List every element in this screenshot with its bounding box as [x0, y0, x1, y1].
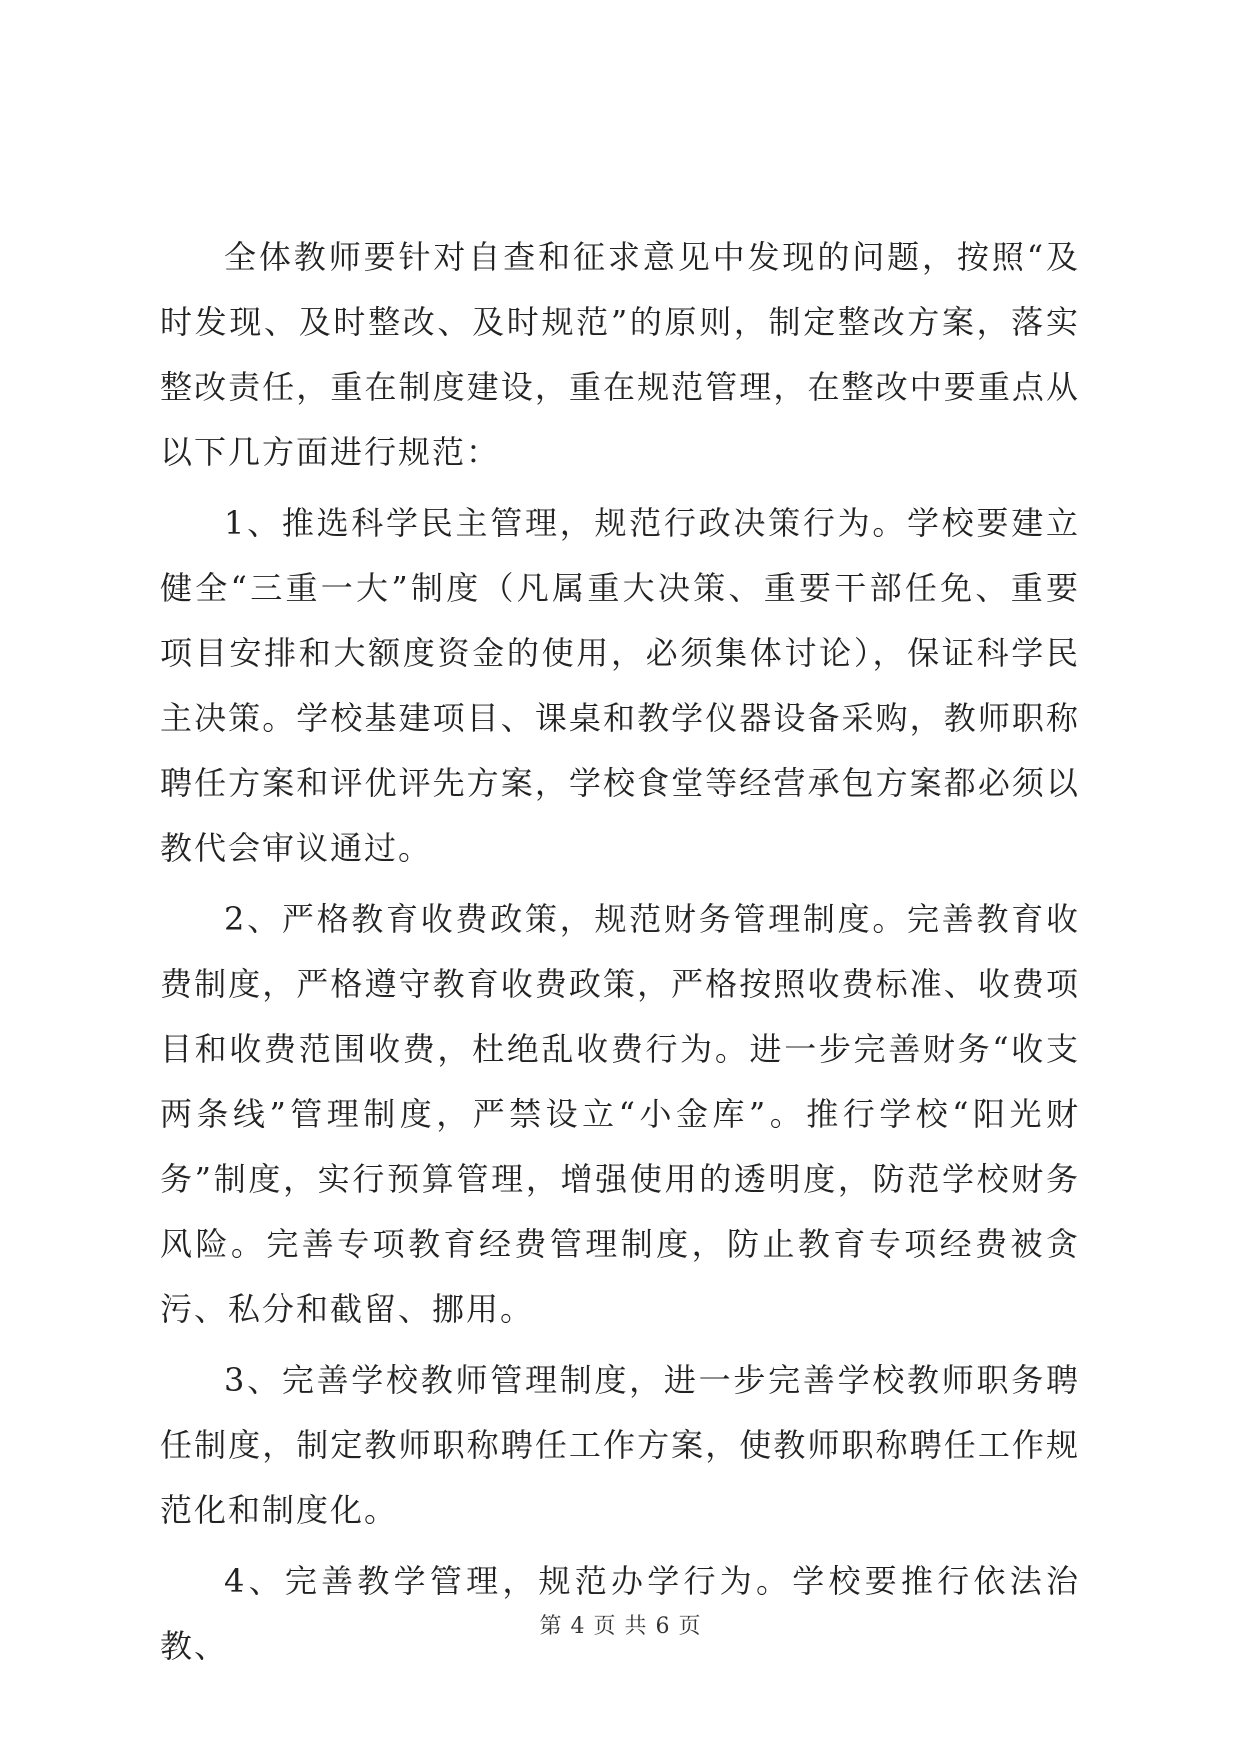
document-body — [160, 225, 1080, 1685]
paragraph-item-3: 3、完善学校教师管理制度，进一步完善学校教师职务聘任制度，制定教师职称聘任工作方案，使教师职称聘任工作规范化和制度化。 — [160, 1361, 1080, 1529]
paragraph-item-1: 1、推选科学民主管理，规范行政决策行为。学校要建立健全“三重一大”制度（凡属重大决策、重要干部任免、重要项目安排和大额度资金的使用，必须集体讨论），保证科学民主决策。学校基建项目、课桌和教学仪器设备采购，教师职称聘任方案和评优评先方案，学校食堂等经营承包方案都必须以教代会审议通过。 — [160, 504, 1080, 867]
paragraph-item-2: 2、严格教育收费政策，规范财务管理制度。完善教育收费制度，严格遵守教育收费政策，严格按照收费标准、收费项目和收费范围收费，杜绝乱收费行为。进一步完善财务“收支两条线”管理制度，严禁设立“小金库”。推行学校“阳光财务”制度，实行预算管理，增强使用的透明度，防范学校财务风险。完善专项教育经费管理制度，防止教育专项经费被贪污、私分和截留、挪用。 — [160, 900, 1080, 1328]
paragraph-item-4: 4、完善教学管理，规范办学行为。学校要推行依法治教、 — [160, 1562, 1080, 1665]
page-number-footer: 第 4 页 共 6 页 — [539, 1614, 702, 1639]
paragraph-intro: 全体教师要针对自查和征求意见中发现的问题，按照“及时发现、及时整改、及时规范”的原则，制定整改方案，落实整改责任，重在制度建设，重在规范管理，在整改中要重点从以下几方面进行规范： — [160, 238, 1080, 471]
